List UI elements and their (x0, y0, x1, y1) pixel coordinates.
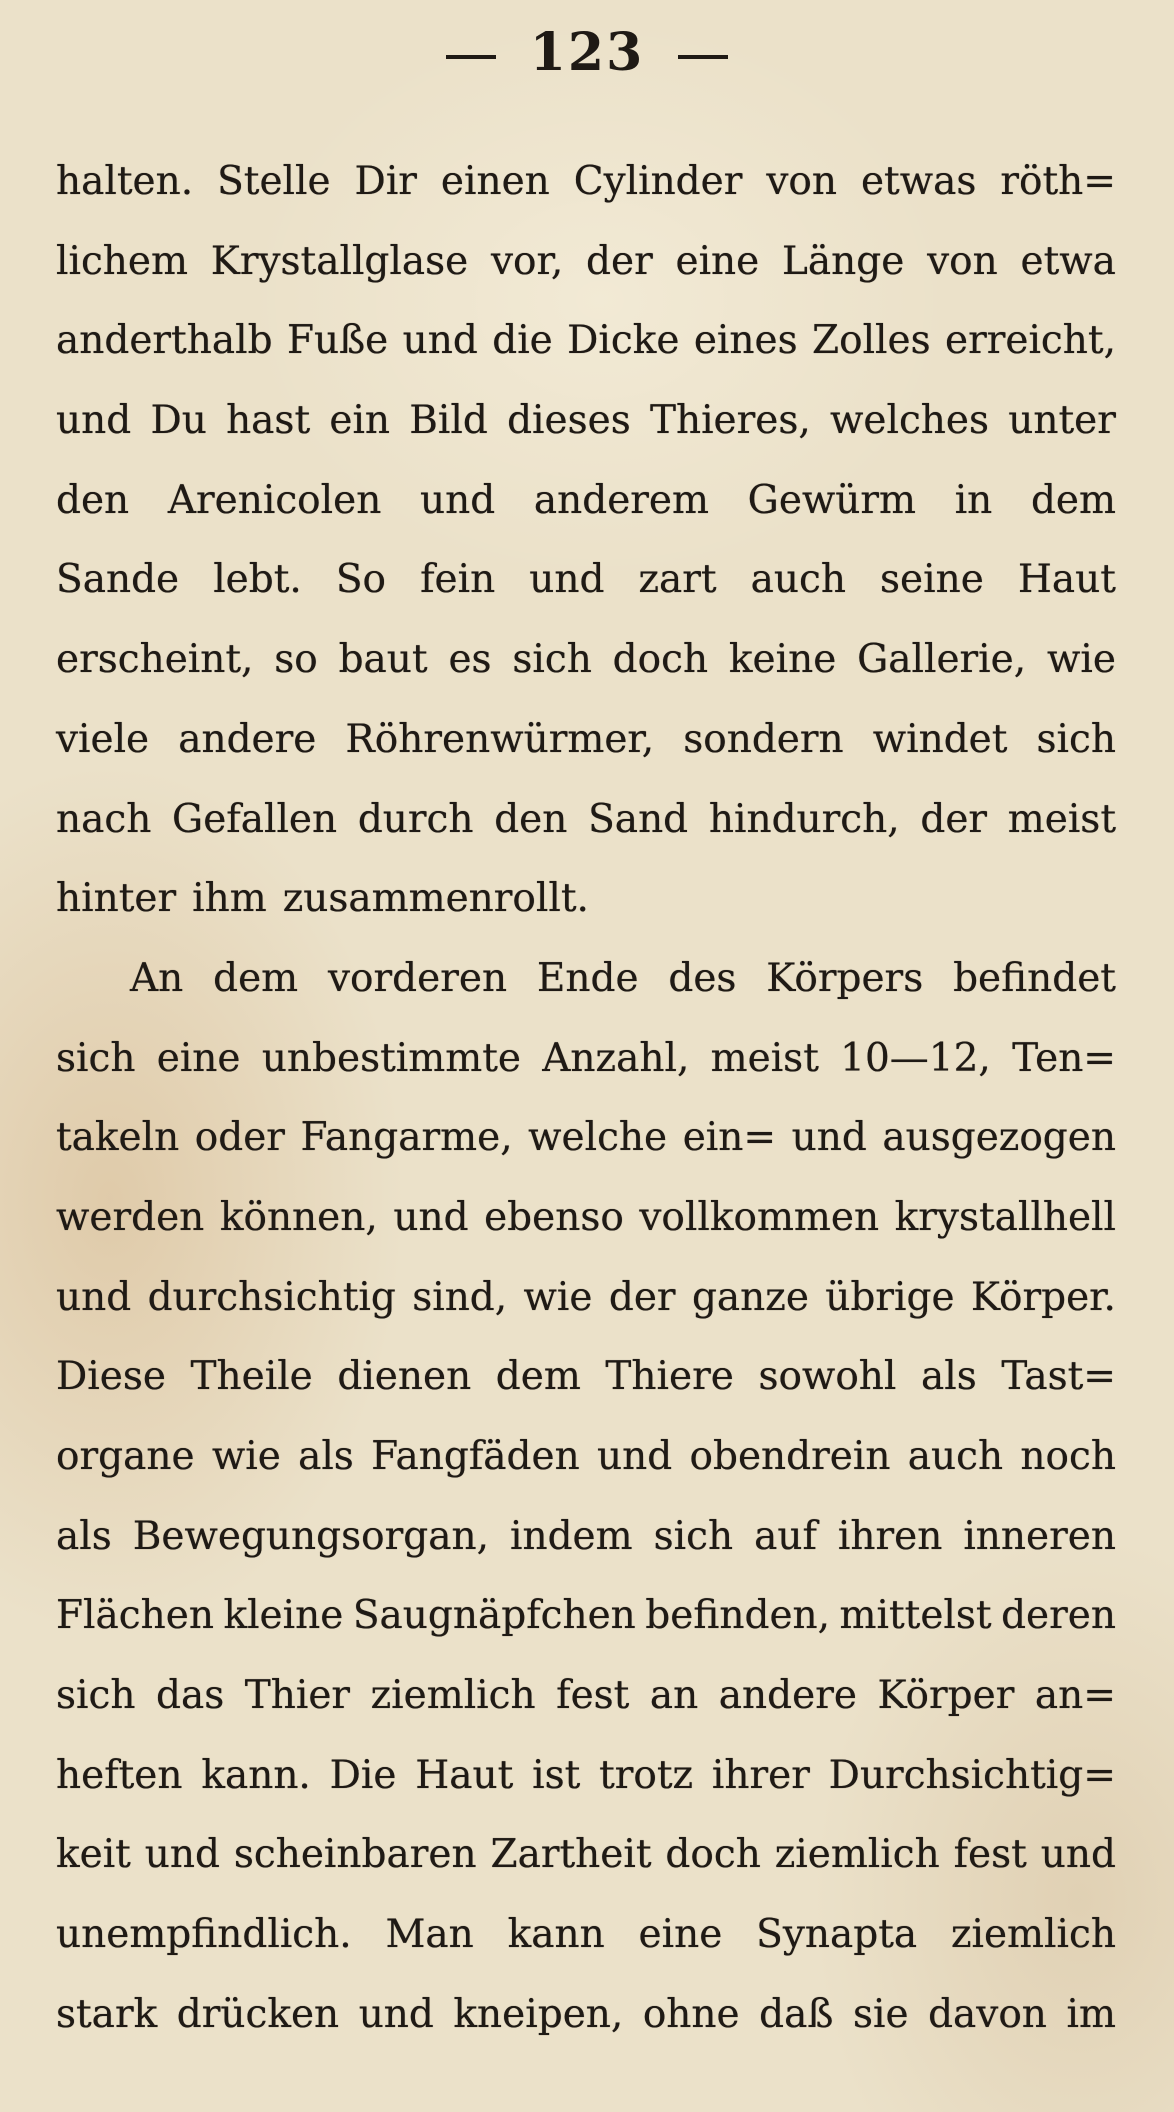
text-line (56, 700, 1116, 780)
text-line (56, 1497, 1116, 1577)
word: dem (213, 955, 299, 1001)
word: Röhrenwürmer, (345, 716, 655, 762)
word: hindurch, (708, 796, 900, 842)
word: oder (194, 1115, 285, 1161)
word: Theile (190, 1354, 313, 1400)
word: zart (638, 557, 717, 603)
word: Körper. (970, 1274, 1116, 1320)
word: und (56, 398, 132, 444)
word: lichem (56, 238, 188, 284)
word: organe (56, 1434, 195, 1479)
text-line (56, 1417, 1116, 1497)
word: vorderen (328, 955, 508, 1001)
word: der (920, 796, 988, 842)
word: befinden, (645, 1593, 831, 1639)
word: dieses (507, 398, 631, 444)
word: und (393, 1194, 469, 1240)
word: erreicht, (945, 318, 1116, 364)
word: hinter (56, 876, 177, 922)
word: auch (907, 1434, 1004, 1479)
word: Fangfäden (371, 1434, 580, 1479)
word: Fuße (286, 318, 389, 364)
text-line (56, 381, 1116, 461)
word: wie (1046, 637, 1116, 683)
word: inneren (963, 1513, 1116, 1559)
word: andere (718, 1673, 857, 1719)
word: Synapta (756, 1912, 918, 1958)
word: Zolles (812, 318, 931, 364)
text-line (56, 1258, 1116, 1338)
word: sich (653, 1513, 734, 1559)
word: röth= (1000, 159, 1116, 204)
word: doch (665, 1832, 761, 1878)
word: eine (156, 1035, 241, 1081)
word: sich (56, 1035, 136, 1081)
word: sowohl (758, 1354, 897, 1400)
word: im (1066, 1991, 1116, 2037)
word: als (920, 1354, 977, 1400)
word: Arenicolen (167, 477, 382, 523)
word: der (608, 1274, 676, 1320)
word: Diese (56, 1354, 166, 1400)
word: Flächen (56, 1593, 214, 1639)
word: und (529, 557, 605, 603)
text-line (56, 1975, 1116, 2055)
word: vor, (490, 238, 564, 284)
word: Cylinder (573, 159, 743, 204)
word: stark (56, 1991, 158, 2037)
word: noch (1020, 1434, 1116, 1479)
word: etwas (860, 159, 977, 204)
header-dash-left (446, 55, 496, 59)
word: Durchsichtig= (828, 1752, 1116, 1798)
word: sondern (683, 716, 844, 762)
text-line (56, 301, 1116, 381)
word: den (56, 477, 130, 523)
word: übrige (825, 1274, 955, 1320)
word: Gefallen (172, 796, 338, 842)
word: können, (219, 1194, 378, 1240)
text-line (56, 1337, 1116, 1417)
word: halten. (56, 159, 194, 204)
word: Ende (536, 955, 639, 1001)
word: als (56, 1513, 112, 1559)
word: Du (150, 398, 207, 444)
word: eines (693, 318, 798, 364)
word: kann (507, 1912, 605, 1958)
word: hast (226, 398, 311, 444)
word: es (448, 637, 492, 683)
text-line-paragraph-start (56, 939, 1116, 1019)
word: welches (830, 398, 990, 444)
word: viele (56, 716, 150, 762)
word: nach (56, 796, 152, 842)
page-header (0, 22, 1174, 83)
word: drücken (176, 1991, 340, 2037)
word: eine (638, 1912, 723, 1958)
word: wie (523, 1274, 593, 1320)
word: Thiere (605, 1354, 734, 1400)
text-line (56, 1098, 1116, 1178)
word: Tast= (1001, 1354, 1116, 1400)
text-line (56, 1576, 1116, 1656)
word: zusammenrollt. (282, 876, 589, 922)
word: scheinbaren (233, 1832, 477, 1878)
text-line-paragraph-end (56, 859, 1116, 939)
word: und (420, 477, 496, 523)
word: kleine (223, 1593, 344, 1639)
word: 10—12, (840, 1035, 991, 1081)
word: eine (675, 238, 760, 284)
word: dem (1030, 477, 1116, 523)
word: Fangarme, (300, 1115, 513, 1161)
word: mittelst (839, 1593, 992, 1639)
word: in (954, 477, 993, 523)
word: ebenso (484, 1194, 624, 1240)
word: indem (510, 1513, 633, 1559)
word: und (358, 1991, 434, 2037)
word: Sand (588, 796, 689, 842)
word: seine (880, 557, 984, 603)
word: etwa (1020, 238, 1116, 284)
word: Sande (56, 557, 180, 603)
text-line (56, 540, 1116, 620)
word: Haut (1017, 557, 1116, 603)
word: ihren (837, 1513, 943, 1559)
word: befindet (953, 955, 1116, 1001)
word: An (130, 955, 184, 1001)
word: Krystallglase (210, 238, 469, 284)
word: Bewegungsorgan, (132, 1513, 489, 1559)
word: welche (528, 1115, 668, 1161)
text-line (56, 620, 1116, 700)
word: Anzahl, (542, 1035, 690, 1081)
word: unempfindlich. (56, 1912, 352, 1958)
word: und (402, 318, 478, 364)
word: ziemlich (370, 1673, 536, 1719)
word: trotz (599, 1752, 694, 1798)
word: ganze (691, 1274, 809, 1320)
word: obendrein (689, 1434, 891, 1479)
word: Zartheit (490, 1832, 652, 1878)
word: des (668, 955, 737, 1001)
word: den (494, 796, 568, 842)
word: takeln (56, 1115, 180, 1161)
word: davon (928, 1991, 1047, 2037)
word: Dir (354, 159, 417, 204)
word: und (56, 1274, 132, 1320)
text-line (56, 461, 1116, 541)
word: Man (385, 1912, 474, 1958)
text-line (56, 1815, 1116, 1895)
word: fein (420, 557, 496, 603)
word: werden (56, 1194, 205, 1240)
word: ihrer (711, 1752, 810, 1798)
word: Körper (877, 1673, 1015, 1719)
text-line (56, 1178, 1116, 1258)
word: Die (329, 1752, 397, 1798)
word: Haut (415, 1752, 514, 1798)
word: meist (1007, 796, 1116, 842)
word: sind, (412, 1274, 508, 1320)
word: fest (556, 1673, 630, 1719)
word: Gallerie, (857, 637, 1027, 683)
word: auch (750, 557, 846, 603)
word: ziemlich (950, 1912, 1116, 1958)
header-dash-right (678, 55, 728, 59)
body-text (56, 142, 1116, 2055)
word: dienen (337, 1354, 472, 1400)
word: sie (852, 1991, 909, 2037)
word: Thieres, (649, 398, 811, 444)
word: Thier (244, 1673, 351, 1719)
word: sich (1036, 716, 1116, 762)
word: meist (710, 1035, 819, 1081)
word: So (335, 557, 387, 603)
word: unbestimmte (261, 1035, 521, 1081)
word: dem (495, 1354, 581, 1400)
word: ohne (642, 1991, 740, 2037)
word: Gewürm (747, 477, 917, 523)
word: keine (728, 637, 837, 683)
word: und (791, 1115, 867, 1161)
word: an (649, 1673, 699, 1719)
word: heften (56, 1752, 183, 1798)
word: und (144, 1832, 220, 1878)
text-line (56, 1736, 1116, 1816)
word: Länge (782, 238, 905, 284)
word: ist (532, 1752, 581, 1798)
word: kann. (201, 1752, 311, 1798)
word: daß (759, 1991, 834, 2037)
text-line (56, 1895, 1116, 1975)
word: der (586, 238, 653, 284)
word: ihm (192, 876, 267, 922)
word: so (274, 637, 318, 683)
word: sich (512, 637, 592, 683)
word: und (597, 1434, 673, 1479)
word: Bild (409, 398, 488, 444)
text-line (56, 1656, 1116, 1736)
word: durch (357, 796, 474, 842)
word: an= (1034, 1673, 1116, 1719)
word: von (927, 238, 998, 284)
word: deren (1001, 1593, 1116, 1639)
word: andere (178, 716, 317, 762)
word: Saugnäpfchen (352, 1593, 636, 1639)
word: und (1040, 1832, 1116, 1878)
word: auf (754, 1513, 817, 1559)
text-line (56, 780, 1116, 860)
word: Dicke (567, 318, 680, 364)
word: erscheint, (56, 637, 254, 683)
word: windet (872, 716, 1008, 762)
word: als (298, 1434, 354, 1479)
word: von (766, 159, 837, 204)
word: durchsichtig (147, 1274, 396, 1320)
word: doch (612, 637, 709, 683)
word: vollkommen (639, 1194, 880, 1240)
word: kneipen, (453, 1991, 624, 2037)
word: einen (440, 159, 550, 204)
word: lebt. (213, 557, 302, 603)
word: das (155, 1673, 225, 1719)
word: wie (211, 1434, 281, 1479)
text-line (56, 1019, 1116, 1099)
word: Ten= (1012, 1035, 1116, 1081)
word: sich (56, 1673, 136, 1719)
word: ein (329, 398, 391, 444)
page-number: 123 (529, 22, 645, 83)
word: die (492, 318, 553, 364)
word: Stelle (217, 159, 331, 204)
word: ein= (682, 1115, 777, 1161)
text-line (56, 142, 1116, 222)
text-line (56, 222, 1116, 302)
word: anderem (533, 477, 709, 523)
word: anderthalb (56, 318, 273, 364)
word: Körpers (766, 955, 924, 1001)
word: fest (953, 1832, 1027, 1878)
word: ausgezogen (882, 1115, 1116, 1161)
word: keit (56, 1832, 131, 1878)
word: unter (1008, 398, 1116, 444)
word: ziemlich (774, 1832, 940, 1878)
word: krystallhell (894, 1194, 1116, 1240)
word: baut (338, 637, 428, 683)
